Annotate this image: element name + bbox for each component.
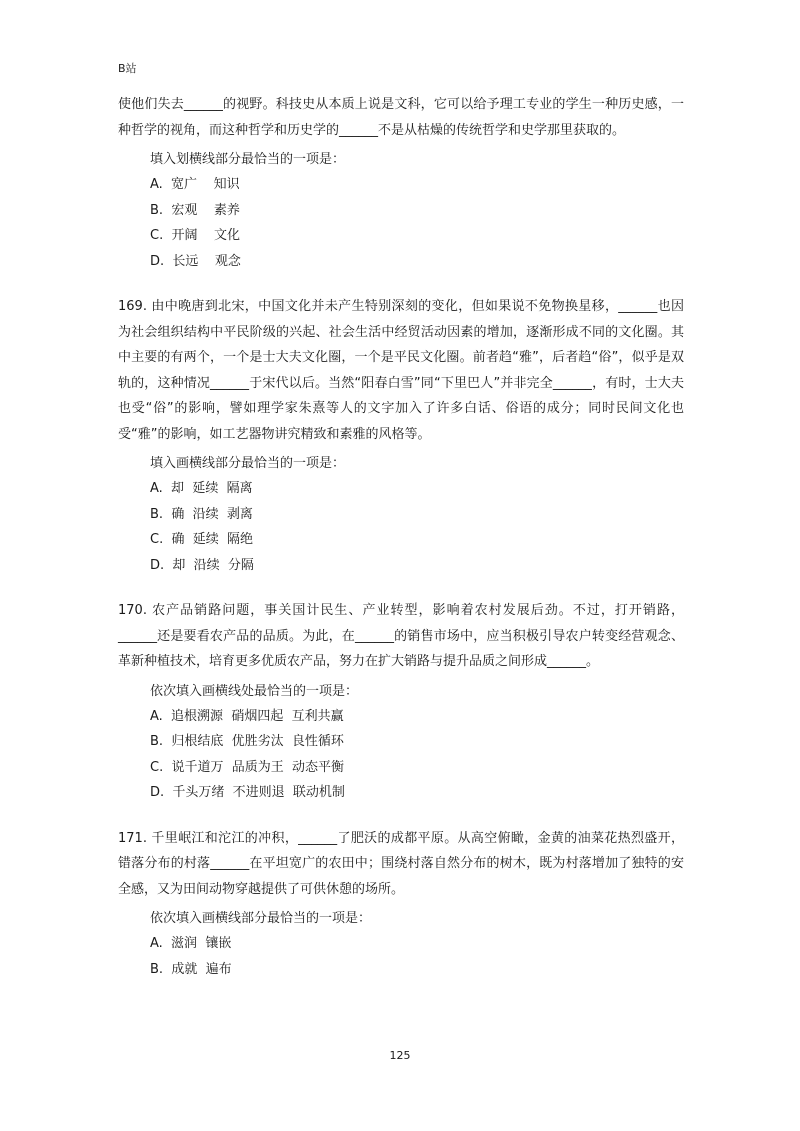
option-d: D. 千头万绪 不进则退 联动机制 bbox=[150, 785, 345, 800]
question-prompt: 依次填入画横线处最恰当的一项是： bbox=[150, 683, 359, 699]
question-block bbox=[118, 598, 684, 806]
question-prompt: 填入画横线部分最恰当的一项是： bbox=[150, 456, 346, 471]
option-list bbox=[118, 172, 684, 274]
question-block bbox=[118, 294, 684, 578]
question-prompt: 依次填入画横线部分最恰当的一项是： bbox=[150, 911, 372, 926]
option-list bbox=[118, 931, 684, 982]
page-content bbox=[118, 92, 684, 982]
option-b: B. 归根结底 优胜劣汰 良性循环 bbox=[150, 734, 344, 749]
option-b: B. 宏观 素养 bbox=[150, 202, 240, 218]
option-c: C. 开阔 文化 bbox=[150, 228, 241, 243]
question-block bbox=[118, 92, 684, 274]
question-block bbox=[118, 826, 684, 983]
option-c: C. 确 延续 隔绝 bbox=[150, 532, 254, 547]
option-list bbox=[118, 704, 684, 806]
question-text: 170. 农产品销路问题，事关国计民生、产业转型，影响着农村发展后劲。不过，打开销路，______还是要看农产品的品质。为此，在______的销售市场中，应当积极引导农户转变经营观念、革新种植技术，培育更多优质农产品，努力在扩大销路与提升品质之间形成______。 bbox=[118, 603, 684, 669]
page-number: 125 bbox=[389, 1049, 411, 1062]
option-a: A. 宽广 知识 bbox=[150, 177, 240, 192]
option-d: D. 长远 观念 bbox=[150, 253, 241, 269]
option-a: A. 追根溯源 硝烟四起 互利共赢 bbox=[150, 708, 344, 724]
option-b: B. 成就 遍布 bbox=[150, 961, 232, 977]
option-a: A. 滋润 镶嵌 bbox=[150, 936, 232, 951]
page-header: B站 bbox=[118, 62, 137, 75]
question-prompt: 填入划横线部分最恰当的一项是： bbox=[150, 152, 346, 167]
question-text: 169. 由中晚唐到北宋，中国文化并未产生特别深刻的变化，但如果说不免物换星移，______也因为社会组织结构中平民阶级的兴起、社会生活中经贸活动因素的增加，逐渐形成不同的文化圈。其中主要的有两个，一个是士大夫文化圈，一个是平民文化圈。前者趋“雅”，后者趋“俗”，似乎是双轨的，这种情况______于宋代以后。当然“阳春白雪”同“下里巴人”并非完全______，有时，士大夫也受“俗”的影响，譬如理学家朱熹等人的文字加入了许多白话、俗语的成分；同时民间文化也受“雅”的影响，如工艺器物讲究精致和素雅的风格等。 bbox=[118, 299, 684, 442]
option-a: A. 却 延续 隔离 bbox=[150, 481, 253, 496]
option-b: B. 确 沿续 剥离 bbox=[150, 506, 253, 522]
question-text: 171. 千里岷江和沱江的冲积，______了肥沃的成都平原。从高空俯瞰，金黄的油菜花热烈盛开，错落分布的村落______在平坦宽广的农田中；围绕村落自然分布的树木，既为村落增加了独特的安全感，又为田间动物穿越提供了可供休憩的场所。 bbox=[118, 830, 684, 897]
option-list bbox=[118, 476, 684, 578]
option-d: D. 却 沿续 分隔 bbox=[150, 557, 254, 573]
option-c: C. 说千道万 品质为王 动态平衡 bbox=[150, 759, 345, 775]
question-text: 使他们失去______的视野。科技史从本质上说是文科，它可以给予理工专业的学生一种历史感，一种哲学的视角，而这种哲学和历史学的______不是从枯燥的传统哲学和史学那里获取的。 bbox=[118, 97, 684, 138]
